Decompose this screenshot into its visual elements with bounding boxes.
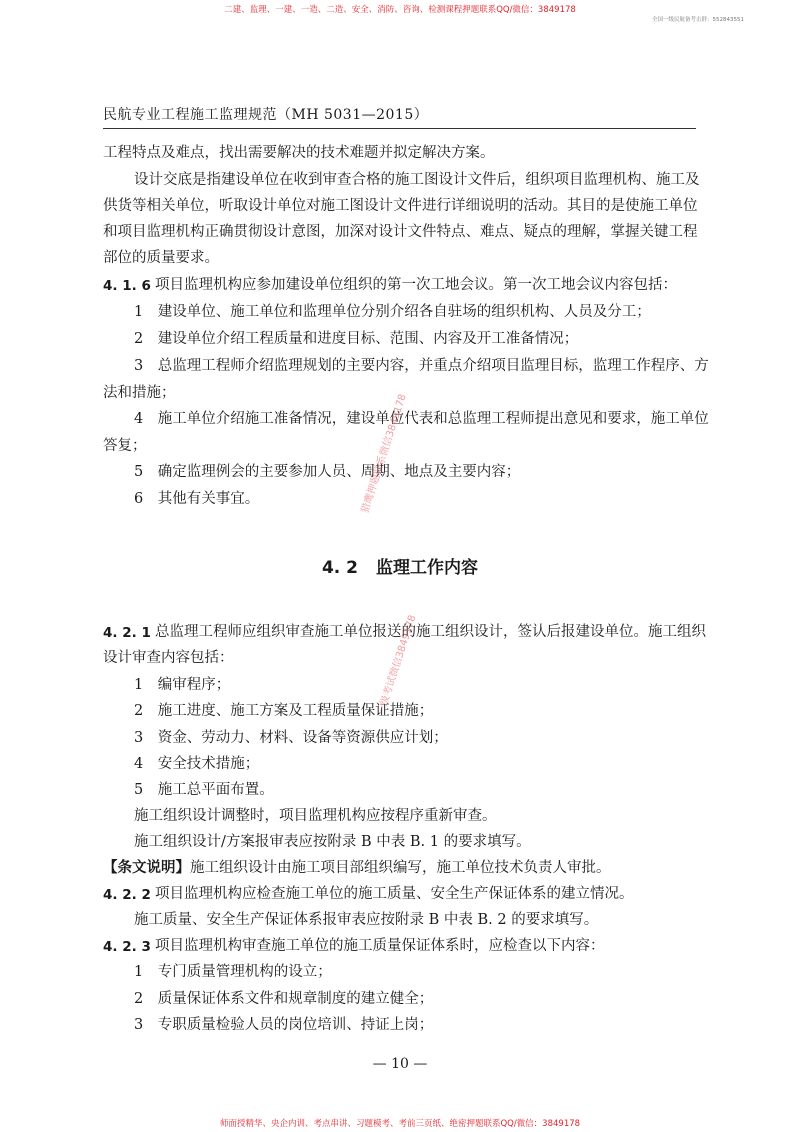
clause-text: 项目监理机构应检查施工单位的施工质量、安全生产保证体系的建立情况。 [155,886,634,902]
body-line: 施工组织设计调整时，项目监理机构应按程序重新审查。 [134,808,497,824]
body-line: 工程特点及难点，找出需要解决的技术难题并拟定解决方案。 [103,145,495,161]
clause-text-continued: 设计审查内容包括： [103,650,234,666]
section-title: 监理工作内容 [376,558,479,578]
body-line: 和项目监理机构正确贯彻设计意图，加深对设计文件特点、难点、疑点的理解，掌握关键工程 [103,224,698,240]
top-promo-banner: 二建、监理、一建、一造、二造、安全、消防、咨询、检测课程押题联系QQ/微信：3849178 [224,5,576,15]
bottom-promo-banner: 师面授精华、央企内训、考点串讲、习题模考、考前三页纸、绝密押题联系QQ/微信：3849178 [219,1119,581,1129]
list-item: 3 专职质量检验人员的岗位培训、持证上岗； [134,1017,434,1033]
clause-number: 4. 2. 3 [103,939,151,955]
running-header: 民航专业工程施工监理规范（MH 5031—2015） [103,107,429,123]
corner-note: 全国一级民航备考击群：552843551 [652,17,744,23]
body-line: 施工组织设计/方案报审表应按附录 B 中表 B. 1 的要求填写。 [134,834,531,850]
list-item: 6 其他有关事宜。 [134,491,260,507]
clause-number: 4. 1. 6 [103,278,151,294]
list-item: 2 施工进度、施工方案及工程质量保证措施； [134,703,434,719]
clause-note [103,859,611,877]
watermark: 一级考试微信3849178 [375,613,419,717]
watermark: 猎鹰押题联系微信3849178 [359,392,409,515]
body-line: 设计交底是指建设单位在收到审查合格的施工图设计文件后，组织项目监理机构、施工及 [134,172,700,188]
note-tag: 【条文说明】 [103,859,190,876]
list-item: 4 安全技术措施； [134,756,260,772]
list-item: 1 编审程序； [134,677,231,693]
list-item: 1 专门质量管理机构的设立； [134,964,332,980]
clause-number: 4. 2. 1 [103,625,151,641]
list-item-continued: 法和措施； [103,385,176,401]
section-number: 4. 2 [321,558,359,578]
list-item: 5 施工总平面布置。 [134,782,274,798]
clause-text: 总监理工程师应组织审查施工单位报送的施工组织设计，签认后报建设单位。施工组织 [155,624,706,640]
list-item: 3 资金、劳动力、材料、设备等资源供应计划； [134,730,448,746]
body-line: 供货等相关单位，听取设计单位对施工图设计文件进行详细说明的活动。其目的是使施工单位 [103,198,698,214]
body-line: 施工质量、安全生产保证体系报审表应按附录 B 中表 B. 2 的要求填写。 [134,912,599,928]
list-item: 3 总监理工程师介绍监理规划的主要内容，并重点介绍项目监理目标，监理工作程序、方 [134,358,709,374]
clause-text: 项目监理机构审查施工单位的施工质量保证体系时，应检查以下内容： [155,938,605,954]
page-number: — 10 — [372,1056,428,1072]
list-item-continued: 答复； [103,438,147,454]
list-item: 2 建设单位介绍工程质量和进度目标、范围、内容及开工准备情况； [134,331,579,347]
list-item: 1 建设单位、施工单位和监理单位分别介绍各自驻场的组织机构、人员及分工； [134,304,651,320]
body-line: 部位的质量要求。 [103,250,219,266]
list-item: 5 确定监理例会的主要参加人员、周期、地点及主要内容； [134,464,521,480]
list-item: 4 施工单位介绍施工准备情况，建设单位代表和总监理工程师提出意见和要求，施工单位 [134,411,709,427]
note-text: 施工组织设计由施工项目部组织编写，施工单位技术负责人审批。 [190,860,611,876]
clause-number: 4. 2. 2 [103,887,151,903]
clause-text: 项目监理机构应参加建设单位组织的第一次工地会议。第一次工地会议内容包括： [155,277,677,293]
list-item: 2 质量保证体系文件和规章制度的建立健全； [134,991,434,1007]
